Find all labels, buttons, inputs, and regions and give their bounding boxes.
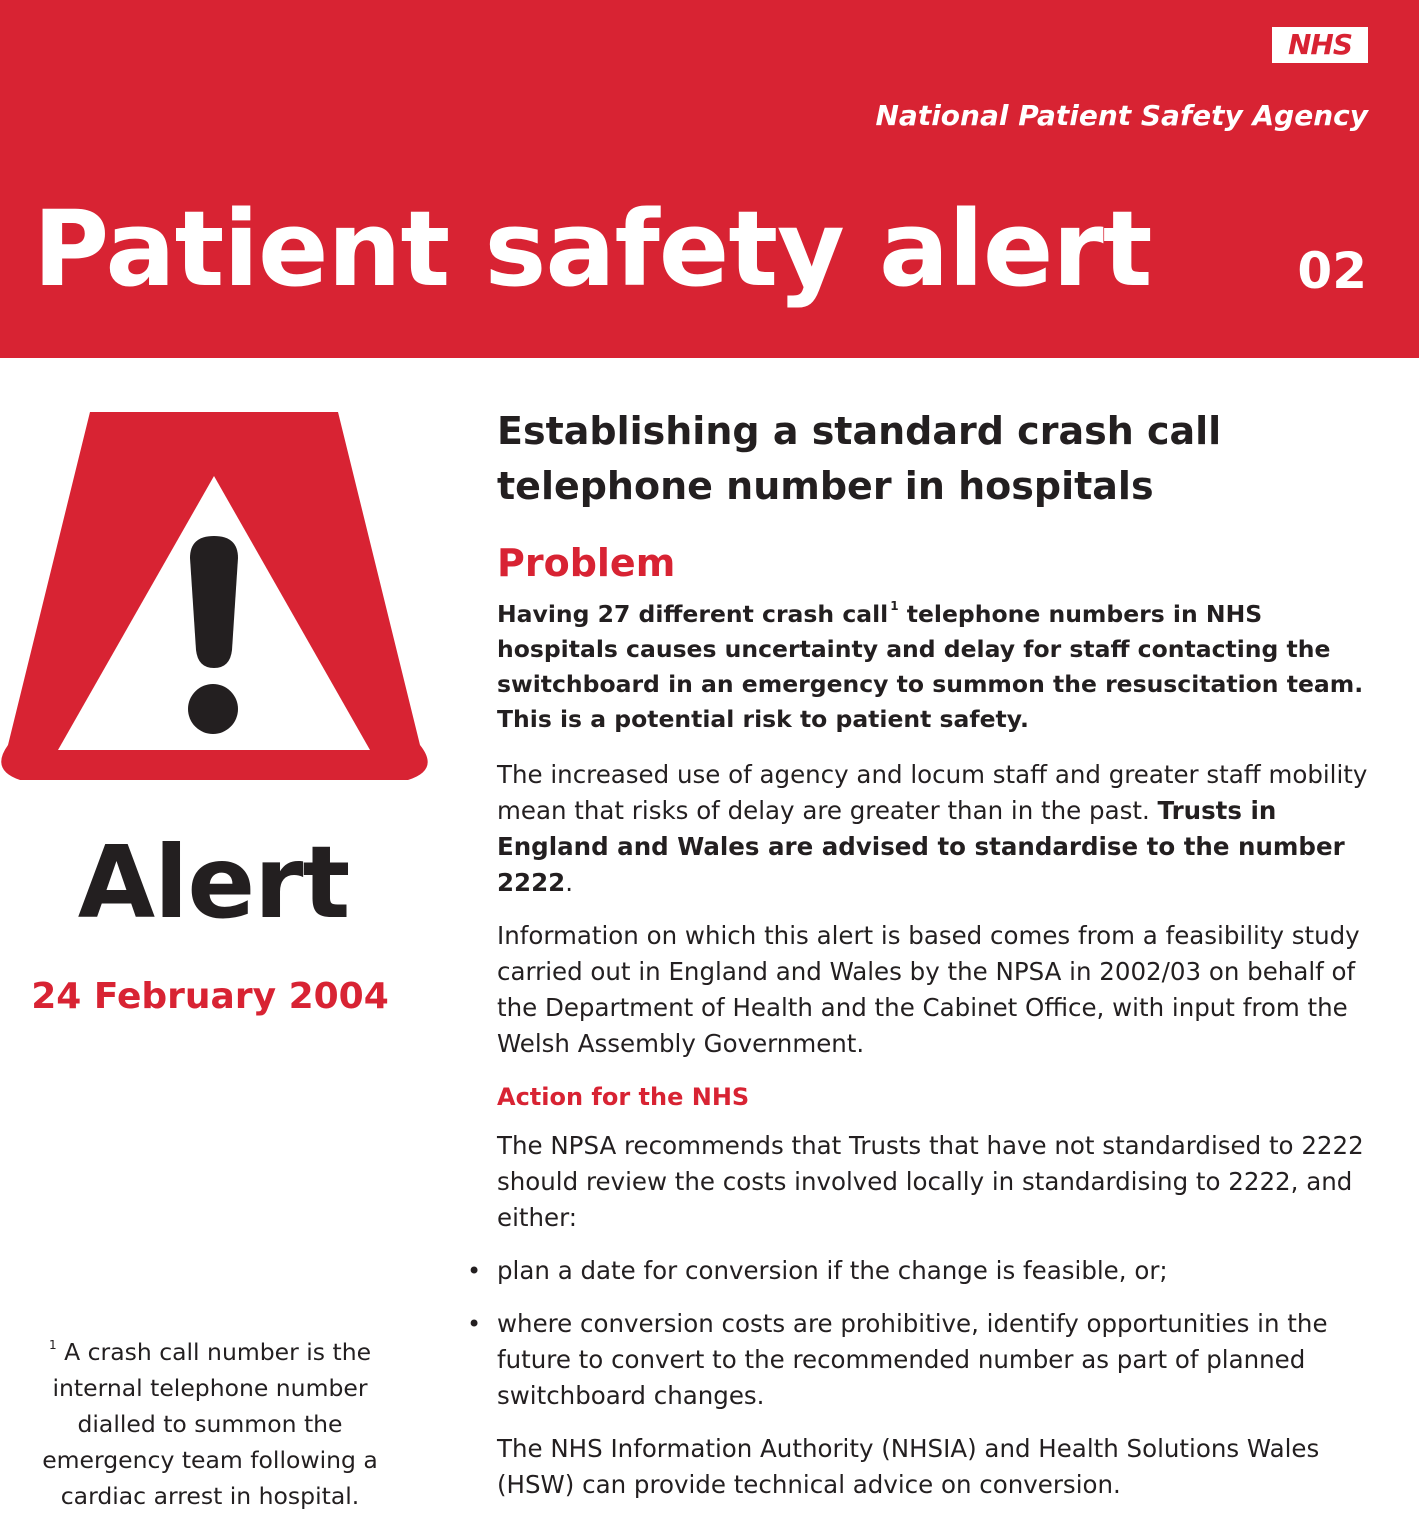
- exclamation-bar: [190, 536, 238, 668]
- footnote-text: A crash call number is the internal telephone number dialled to summon the emergency team following a cardiac arrest in hospital.: [42, 1338, 378, 1510]
- nhs-logo: [1272, 27, 1368, 63]
- bullet-icon: •: [467, 1257, 482, 1285]
- main-content: [467, 404, 1387, 1520]
- source-paragraph: Information on which this alert is based comes from a feasibility study carried out in England and Wales by the NPSA in 2002/03 on behalf of the Department of Health and the Cabinet Office, with input from the Welsh Assembly Government.: [497, 921, 1360, 1058]
- list-item: [467, 1306, 1387, 1414]
- risk-end: .: [565, 868, 573, 897]
- problem-heading: Problem: [497, 541, 676, 585]
- page-title: Patient safety alert: [33, 188, 1152, 310]
- nhs-logo-text: NHS: [1287, 28, 1353, 61]
- agency-name: National Patient Safety Agency: [875, 99, 1368, 132]
- alert-number: 02: [1297, 242, 1367, 300]
- footnote: [22, 1334, 398, 1514]
- action-intro: The NPSA recommends that Trusts that have not standardised to 2222 should review the costs involved locally in standardising to 2222, and either:: [497, 1131, 1364, 1232]
- problem-lead-part-1: Having 27 different crash call: [497, 600, 889, 628]
- list-item-text: where conversion costs are prohibitive, identify opportunities in the future to convert to the recommended number as part of planned switchboard changes.: [497, 1309, 1328, 1410]
- problem-lead-part-2: telephone numbers in NHS hospitals causes uncertainty and delay for staff contacting the switchboard in an emergency to summon the resuscitation team. This is a potential risk to patient safety.: [497, 600, 1364, 733]
- list-item: [467, 1253, 1387, 1289]
- action-heading: Action for the NHS: [497, 1083, 750, 1111]
- warning-triangle-exclamation-icon: [0, 412, 430, 794]
- risk-text: The increased use of agency and locum staff and greater staff mobility mean that risks of delay are greater than in the past.: [497, 760, 1368, 825]
- risk-paragraph: [497, 757, 1387, 901]
- bullet-icon: •: [467, 1310, 482, 1338]
- footnote-reference: 1: [890, 599, 899, 613]
- alert-label: Alert: [77, 824, 350, 941]
- alert-heading: Establishing a standard crash call telephone number in hospitals: [497, 409, 1222, 508]
- closing-paragraph: The NHS Information Authority (NHSIA) and Health Solutions Wales (HSW) can provide technical advice on conversion.: [497, 1434, 1320, 1499]
- list-item-text: plan a date for conversion if the change is feasible, or;: [497, 1256, 1168, 1285]
- exclamation-dot: [188, 684, 238, 734]
- action-list: [467, 1253, 1387, 1414]
- problem-statement: [497, 597, 1387, 737]
- header-banner: [0, 0, 1419, 358]
- recommendation-text: Trusts in England and Wales are advised to standardise to the number 2222: [497, 796, 1345, 897]
- alert-date: 24 February 2004: [31, 976, 389, 1017]
- footnote-marker: 1: [48, 1338, 57, 1352]
